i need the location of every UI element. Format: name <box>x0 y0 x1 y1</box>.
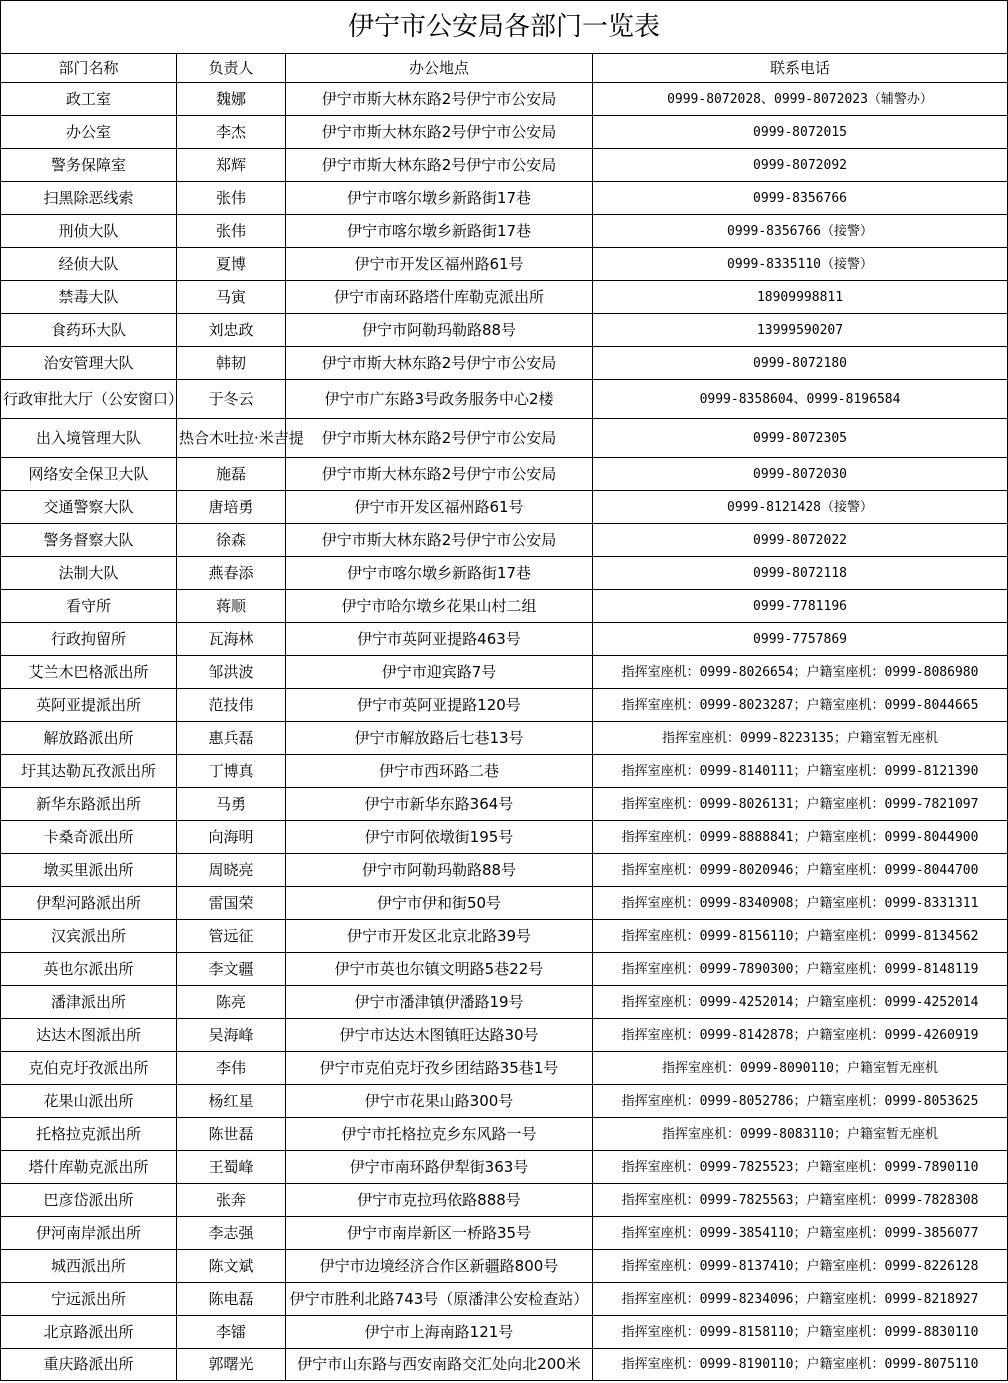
office-address: 伊宁市阿勒玛勒路88号 <box>286 854 593 887</box>
table-row <box>1 1217 1008 1250</box>
table-row <box>1 215 1008 248</box>
person-in-charge: 夏博 <box>177 248 286 281</box>
person-in-charge: 陈文斌 <box>177 1250 286 1283</box>
department-name: 交通警察大队 <box>1 491 177 524</box>
contact-phone: 指挥室座机：0999-8190110；户籍室座机：0999-8075110 <box>593 1349 1008 1381</box>
contact-phone: 指挥室座机：0999-8223135；户籍室暂无座机 <box>593 722 1008 755</box>
department-name: 行政拘留所 <box>1 623 177 656</box>
person-in-charge: 张伟 <box>177 215 286 248</box>
department-name: 政工室 <box>1 83 177 116</box>
person-in-charge: 瓦海林 <box>177 623 286 656</box>
office-address: 伊宁市英也尔镇文明路5巷22号 <box>286 953 593 986</box>
department-name: 卡桑奇派出所 <box>1 821 177 854</box>
office-address: 伊宁市潘津镇伊潘路19号 <box>286 986 593 1019</box>
contact-phone: 0999-8072180 <box>593 347 1008 380</box>
office-address: 伊宁市克伯克圩孜乡团结路35巷1号 <box>286 1052 593 1085</box>
contact-phone: 指挥室座机：0999-8142878；户籍室座机：0999-4260919 <box>593 1019 1008 1052</box>
department-name: 出入境管理大队 <box>1 419 177 458</box>
person-in-charge: 陈电磊 <box>177 1283 286 1316</box>
contact-phone: 指挥室座机：0999-8137410；户籍室座机：0999-8226128 <box>593 1250 1008 1283</box>
table-row <box>1 821 1008 854</box>
department-name: 达达木图派出所 <box>1 1019 177 1052</box>
office-address: 伊宁市斯大林东路2号伊宁市公安局 <box>286 149 593 182</box>
office-address: 伊宁市斯大林东路2号伊宁市公安局 <box>286 458 593 491</box>
office-address: 伊宁市新华东路364号 <box>286 788 593 821</box>
department-name: 扫黑除恶线索 <box>1 182 177 215</box>
office-address: 伊宁市南环路塔什库勒克派出所 <box>286 281 593 314</box>
table-row <box>1 83 1008 116</box>
contact-phone: 0999-8072022 <box>593 524 1008 557</box>
person-in-charge: 施磊 <box>177 458 286 491</box>
table-row <box>1 722 1008 755</box>
department-name: 新华东路派出所 <box>1 788 177 821</box>
person-in-charge: 李镭 <box>177 1316 286 1349</box>
person-in-charge: 李文疆 <box>177 953 286 986</box>
office-address: 伊宁市胜利北路743号（原潘津公安检查站） <box>286 1283 593 1316</box>
person-in-charge: 邹洪波 <box>177 656 286 689</box>
office-address: 伊宁市伊和街50号 <box>286 887 593 920</box>
table-row <box>1 1052 1008 1085</box>
office-address: 伊宁市斯大林东路2号伊宁市公安局 <box>286 419 593 458</box>
contact-phone: 指挥室座机：0999-8234096；户籍室座机：0999-8218927 <box>593 1283 1008 1316</box>
contact-phone: 指挥室座机：0999-8090110；户籍室暂无座机 <box>593 1052 1008 1085</box>
title-row <box>1 1 1008 54</box>
person-in-charge: 范技伟 <box>177 689 286 722</box>
person-in-charge: 丁博真 <box>177 755 286 788</box>
contact-phone: 0999-8356766（接警） <box>593 215 1008 248</box>
department-name: 潘津派出所 <box>1 986 177 1019</box>
table-row <box>1 656 1008 689</box>
office-address: 伊宁市花果山路300号 <box>286 1085 593 1118</box>
table-row <box>1 182 1008 215</box>
table-row <box>1 788 1008 821</box>
person-in-charge: 向海明 <box>177 821 286 854</box>
person-in-charge: 蒋顺 <box>177 590 286 623</box>
office-address: 伊宁市山东路与西安南路交汇处向北200米 <box>286 1349 593 1381</box>
contact-phone: 指挥室座机：0999-8052786；户籍室座机：0999-8053625 <box>593 1085 1008 1118</box>
contact-phone: 0999-8072305 <box>593 419 1008 458</box>
person-in-charge: 王蜀峰 <box>177 1151 286 1184</box>
table-row <box>1 1184 1008 1217</box>
contact-phone: 指挥室座机：0999-7890300；户籍室座机：0999-8148119 <box>593 953 1008 986</box>
person-in-charge: 徐森 <box>177 524 286 557</box>
contact-phone: 0999-8072030 <box>593 458 1008 491</box>
person-in-charge: 热合木吐拉·米吉提 <box>177 419 286 458</box>
department-name: 法制大队 <box>1 557 177 590</box>
department-name: 经侦大队 <box>1 248 177 281</box>
person-in-charge: 雷国荣 <box>177 887 286 920</box>
table-row <box>1 557 1008 590</box>
office-address: 伊宁市喀尔墩乡新路街17巷 <box>286 557 593 590</box>
person-in-charge: 李杰 <box>177 116 286 149</box>
table-row <box>1 953 1008 986</box>
table-row <box>1 590 1008 623</box>
table-row <box>1 920 1008 953</box>
department-name: 花果山派出所 <box>1 1085 177 1118</box>
header-person: 负责人 <box>177 54 286 83</box>
header-department: 部门名称 <box>1 54 177 83</box>
contact-phone: 指挥室座机：0999-8026131；户籍室座机：0999-7821097 <box>593 788 1008 821</box>
contact-phone: 指挥室座机：0999-4252014；户籍室座机：0999-4252014 <box>593 986 1008 1019</box>
table-row <box>1 1151 1008 1184</box>
table-row <box>1 524 1008 557</box>
department-name: 城西派出所 <box>1 1250 177 1283</box>
contact-phone: 18909998811 <box>593 281 1008 314</box>
department-name: 网络安全保卫大队 <box>1 458 177 491</box>
person-in-charge: 燕春添 <box>177 557 286 590</box>
department-name: 汉宾派出所 <box>1 920 177 953</box>
department-name: 刑侦大队 <box>1 215 177 248</box>
department-name: 禁毒大队 <box>1 281 177 314</box>
person-in-charge: 于冬云 <box>177 380 286 419</box>
table-row <box>1 1316 1008 1349</box>
header-address: 办公地点 <box>286 54 593 83</box>
department-name: 解放路派出所 <box>1 722 177 755</box>
table-row <box>1 491 1008 524</box>
department-name: 行政审批大厅（公安窗口） <box>1 380 177 419</box>
office-address: 伊宁市斯大林东路2号伊宁市公安局 <box>286 116 593 149</box>
person-in-charge: 魏娜 <box>177 83 286 116</box>
office-address: 伊宁市英阿亚提路463号 <box>286 623 593 656</box>
office-address: 伊宁市斯大林东路2号伊宁市公安局 <box>286 524 593 557</box>
table-row <box>1 116 1008 149</box>
office-address: 伊宁市哈尔墩乡花果山村二组 <box>286 590 593 623</box>
department-name: 伊犁河路派出所 <box>1 887 177 920</box>
contact-phone: 0999-8356766 <box>593 182 1008 215</box>
person-in-charge: 管远征 <box>177 920 286 953</box>
department-name: 重庆路派出所 <box>1 1349 177 1381</box>
table-row <box>1 248 1008 281</box>
office-address: 伊宁市喀尔墩乡新路街17巷 <box>286 182 593 215</box>
office-address: 伊宁市喀尔墩乡新路街17巷 <box>286 215 593 248</box>
person-in-charge: 陈亮 <box>177 986 286 1019</box>
table-row <box>1 623 1008 656</box>
person-in-charge: 唐培勇 <box>177 491 286 524</box>
contact-phone: 指挥室座机：0999-8156110；户籍室座机：0999-8134562 <box>593 920 1008 953</box>
department-name: 艾兰木巴格派出所 <box>1 656 177 689</box>
department-name: 英也尔派出所 <box>1 953 177 986</box>
department-name: 圩其达勒瓦孜派出所 <box>1 755 177 788</box>
person-in-charge: 马勇 <box>177 788 286 821</box>
office-address: 伊宁市托格拉克乡东风路一号 <box>286 1118 593 1151</box>
table-row <box>1 1019 1008 1052</box>
contact-phone: 指挥室座机：0999-7825563；户籍室座机：0999-7828308 <box>593 1184 1008 1217</box>
person-in-charge: 马寅 <box>177 281 286 314</box>
contact-phone: 指挥室座机：0999-8340908；户籍室座机：0999-8331311 <box>593 887 1008 920</box>
office-address: 伊宁市达达木图镇旺达路30号 <box>286 1019 593 1052</box>
person-in-charge: 郑辉 <box>177 149 286 182</box>
page-title: 伊宁市公安局各部门一览表 <box>1 1 1008 54</box>
table-row <box>1 887 1008 920</box>
table-row <box>1 1250 1008 1283</box>
contact-phone: 指挥室座机：0999-8026654；户籍室座机：0999-8086980 <box>593 656 1008 689</box>
person-in-charge: 杨红星 <box>177 1085 286 1118</box>
office-address: 伊宁市西环路二巷 <box>286 755 593 788</box>
table-row <box>1 347 1008 380</box>
department-name: 克伯克圩孜派出所 <box>1 1052 177 1085</box>
table-row <box>1 854 1008 887</box>
table-row <box>1 458 1008 491</box>
contact-phone: 0999-7757869 <box>593 623 1008 656</box>
person-in-charge: 郭曙光 <box>177 1349 286 1381</box>
office-address: 伊宁市英阿亚提路120号 <box>286 689 593 722</box>
office-address: 伊宁市阿依墩街195号 <box>286 821 593 854</box>
person-in-charge: 李伟 <box>177 1052 286 1085</box>
office-address: 伊宁市迎宾路7号 <box>286 656 593 689</box>
department-name: 宁远派出所 <box>1 1283 177 1316</box>
office-address: 伊宁市广东路3号政务服务中心2楼 <box>286 380 593 419</box>
person-in-charge: 陈世磊 <box>177 1118 286 1151</box>
contact-phone: 指挥室座机：0999-8888841；户籍室座机：0999-8044900 <box>593 821 1008 854</box>
table-row <box>1 1118 1008 1151</box>
contact-phone: 指挥室座机：0999-8083110；户籍室暂无座机 <box>593 1118 1008 1151</box>
contact-phone: 指挥室座机：0999-8023287；户籍室座机：0999-8044665 <box>593 689 1008 722</box>
header-phone: 联系电话 <box>593 54 1008 83</box>
contact-phone: 0999-8335110（接警） <box>593 248 1008 281</box>
person-in-charge: 刘忠政 <box>177 314 286 347</box>
table-row <box>1 1283 1008 1316</box>
table-row <box>1 689 1008 722</box>
person-in-charge: 张奔 <box>177 1184 286 1217</box>
office-address: 伊宁市上海南路121号 <box>286 1316 593 1349</box>
contact-phone: 0999-8358604、0999-8196584 <box>593 380 1008 419</box>
person-in-charge: 吴海峰 <box>177 1019 286 1052</box>
contact-phone: 0999-7781196 <box>593 590 1008 623</box>
table-row <box>1 281 1008 314</box>
person-in-charge: 韩韧 <box>177 347 286 380</box>
header-row <box>1 54 1008 83</box>
person-in-charge: 张伟 <box>177 182 286 215</box>
office-address: 伊宁市开发区福州路61号 <box>286 248 593 281</box>
department-name: 英阿亚提派出所 <box>1 689 177 722</box>
department-name: 警务督察大队 <box>1 524 177 557</box>
table-row <box>1 986 1008 1019</box>
office-address: 伊宁市南环路伊犁街363号 <box>286 1151 593 1184</box>
department-name: 塔什库勒克派出所 <box>1 1151 177 1184</box>
department-name: 墩买里派出所 <box>1 854 177 887</box>
office-address: 伊宁市开发区北京北路39号 <box>286 920 593 953</box>
table-row <box>1 380 1008 419</box>
contact-phone: 指挥室座机：0999-8140111；户籍室座机：0999-8121390 <box>593 755 1008 788</box>
table-row <box>1 314 1008 347</box>
office-address: 伊宁市斯大林东路2号伊宁市公安局 <box>286 347 593 380</box>
contact-phone: 0999-8072028、0999-8072023（辅警办） <box>593 83 1008 116</box>
contact-phone: 指挥室座机：0999-8020946；户籍室座机：0999-8044700 <box>593 854 1008 887</box>
contact-phone: 0999-8072015 <box>593 116 1008 149</box>
department-name: 巴彦岱派出所 <box>1 1184 177 1217</box>
office-address: 伊宁市解放路后七巷13号 <box>286 722 593 755</box>
person-in-charge: 周晓亮 <box>177 854 286 887</box>
department-name: 办公室 <box>1 116 177 149</box>
department-name: 北京路派出所 <box>1 1316 177 1349</box>
office-address: 伊宁市克拉玛依路888号 <box>286 1184 593 1217</box>
contact-phone: 0999-8072092 <box>593 149 1008 182</box>
contact-phone: 指挥室座机：0999-3854110；户籍室座机：0999-3856077 <box>593 1217 1008 1250</box>
contact-phone: 13999590207 <box>593 314 1008 347</box>
table-row <box>1 1349 1008 1381</box>
department-name: 食药环大队 <box>1 314 177 347</box>
person-in-charge: 惠兵磊 <box>177 722 286 755</box>
office-address: 伊宁市阿勒玛勒路88号 <box>286 314 593 347</box>
department-name: 治安管理大队 <box>1 347 177 380</box>
office-address: 伊宁市开发区福州路61号 <box>286 491 593 524</box>
contact-phone: 指挥室座机：0999-7825523；户籍室座机：0999-7890110 <box>593 1151 1008 1184</box>
table-row <box>1 1085 1008 1118</box>
table-row <box>1 755 1008 788</box>
person-in-charge: 李志强 <box>177 1217 286 1250</box>
office-address: 伊宁市南岸新区一桥路35号 <box>286 1217 593 1250</box>
department-name: 看守所 <box>1 590 177 623</box>
department-name: 伊河南岸派出所 <box>1 1217 177 1250</box>
contact-phone: 0999-8121428（接警） <box>593 491 1008 524</box>
office-address: 伊宁市边境经济合作区新疆路800号 <box>286 1250 593 1283</box>
contact-phone: 指挥室座机：0999-8158110；户籍室座机：0999-8830110 <box>593 1316 1008 1349</box>
contact-phone: 0999-8072118 <box>593 557 1008 590</box>
department-name: 警务保障室 <box>1 149 177 182</box>
table-row <box>1 149 1008 182</box>
department-name: 托格拉克派出所 <box>1 1118 177 1151</box>
table-row <box>1 419 1008 458</box>
office-address: 伊宁市斯大林东路2号伊宁市公安局 <box>286 83 593 116</box>
